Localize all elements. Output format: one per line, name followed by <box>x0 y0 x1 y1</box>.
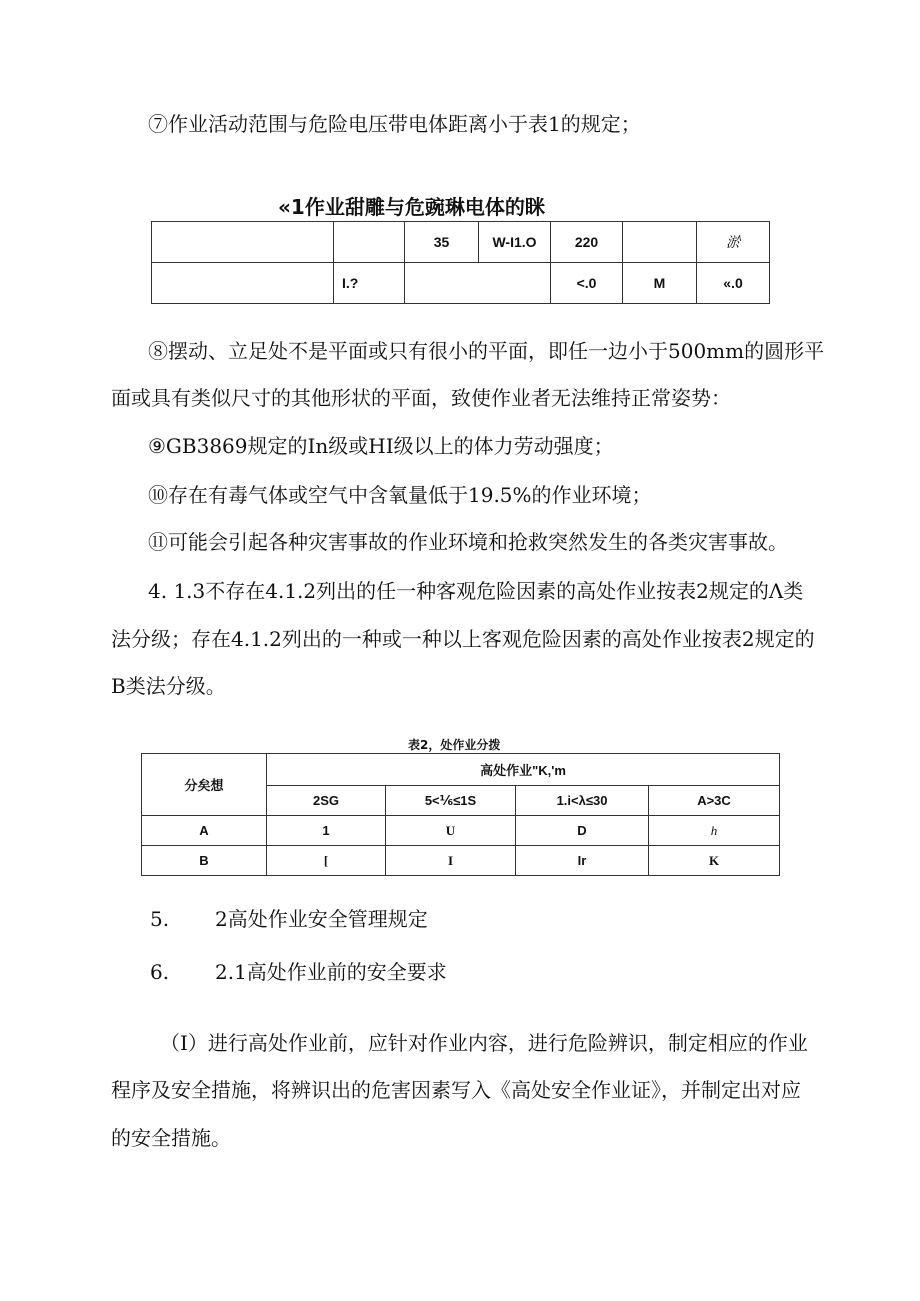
table2-column-header: 1.i<λ≤30 <box>516 786 649 816</box>
paragraph-item-11: ⑪可能会引起各种灾害事故的作业环境和抢救突然发生的各类灾害事故。 <box>148 530 788 554</box>
paragraph-item-8-line1: ⑧摆动、立足处不是平面或只有很小的平面，即任一边小于500mm的圆形平 <box>148 339 825 363</box>
table1-cell <box>152 222 334 263</box>
table2-caption: 表2，处作业分拨 <box>408 738 501 752</box>
table1-cell: 淤 <box>697 222 770 263</box>
paragraph-I-line1: （I）进行高处作业前，应针对作业内容，进行危险辨识，制定相应的作业 <box>160 1031 808 1055</box>
paragraph-item-8-line2: 面或具有类似尺寸的其他形状的平面，致使作业者无法维持正常姿势： <box>111 386 731 410</box>
table2-row-header: 分矣想 <box>142 754 267 816</box>
paragraph-4-1-3-line3: B类法分级。 <box>111 674 226 698</box>
table1-cell: 35 <box>405 222 479 263</box>
paragraph-item-9: ⑨GB3869规定的In级或HI级以上的体力劳动强度； <box>148 434 614 458</box>
table2-row-label: A <box>142 816 267 846</box>
table2-column-header: 5<⅙≤1S <box>386 786 516 816</box>
table2-cell: K <box>649 846 780 876</box>
paragraph-I-line3: 的安全措施。 <box>111 1126 231 1150</box>
table2-cell: D <box>516 816 649 846</box>
table1-cell: 220 <box>551 222 623 263</box>
table1-cell: I.? <box>334 263 405 304</box>
paragraph-item-7: ⑦作业活动范围与危险电压带电体距离小于表1的规定； <box>148 112 641 136</box>
table1-cell <box>334 222 405 263</box>
section-6-title: 2.1高处作业前的安全要求 <box>215 960 447 984</box>
table2 <box>141 753 780 876</box>
table2-row-label: B <box>142 846 267 876</box>
table1-cell <box>623 222 697 263</box>
paragraph-4-1-3-line1: 4. 1.3不存在4.1.2列出的任一种客观危险因素的高处作业按表2规定的Λ类 <box>148 579 804 603</box>
table2-cell: Ir <box>516 846 649 876</box>
section-6-number: 6. <box>150 960 170 984</box>
table1-row <box>152 263 770 304</box>
section-5-number: 5. <box>150 907 170 931</box>
table2-header-row <box>142 754 780 786</box>
table2-column-header: 2SG <box>267 786 386 816</box>
table2-cell: I <box>386 846 516 876</box>
table1-row <box>152 222 770 263</box>
table2-row <box>142 846 780 876</box>
paragraph-I-line2: 程序及安全措施，将辨识出的危害因素写入《高处安全作业证》，并制定出对应 <box>111 1078 801 1102</box>
table1-caption: «1作业甜雕与危豌琳电体的眯 <box>278 195 545 219</box>
table1-cell <box>405 263 551 304</box>
table2-cell: [ <box>267 846 386 876</box>
table1-cell: M <box>623 263 697 304</box>
table2-column-header: A>3C <box>649 786 780 816</box>
table2-column-group-header: 高处作业"K,'m <box>267 754 780 786</box>
paragraph-4-1-3-line2: 法分级；存在4.1.2列出的一种或一种以上客观危险因素的高处作业按表2规定的 <box>111 627 815 651</box>
table2-cell: U <box>386 816 516 846</box>
table2-cell: 1 <box>267 816 386 846</box>
table1-cell <box>152 263 334 304</box>
table2-cell: h <box>649 816 780 846</box>
section-5-title: 2高处作业安全管理规定 <box>215 907 428 931</box>
paragraph-item-10: ⑩存在有毒气体或空气中含氧量低于19.5%的作业环境； <box>148 483 652 507</box>
table1-cell: «.0 <box>697 263 770 304</box>
table1-cell: W-I1.O <box>479 222 551 263</box>
table1 <box>151 221 770 304</box>
table2-row <box>142 816 780 846</box>
table1-cell: <.0 <box>551 263 623 304</box>
